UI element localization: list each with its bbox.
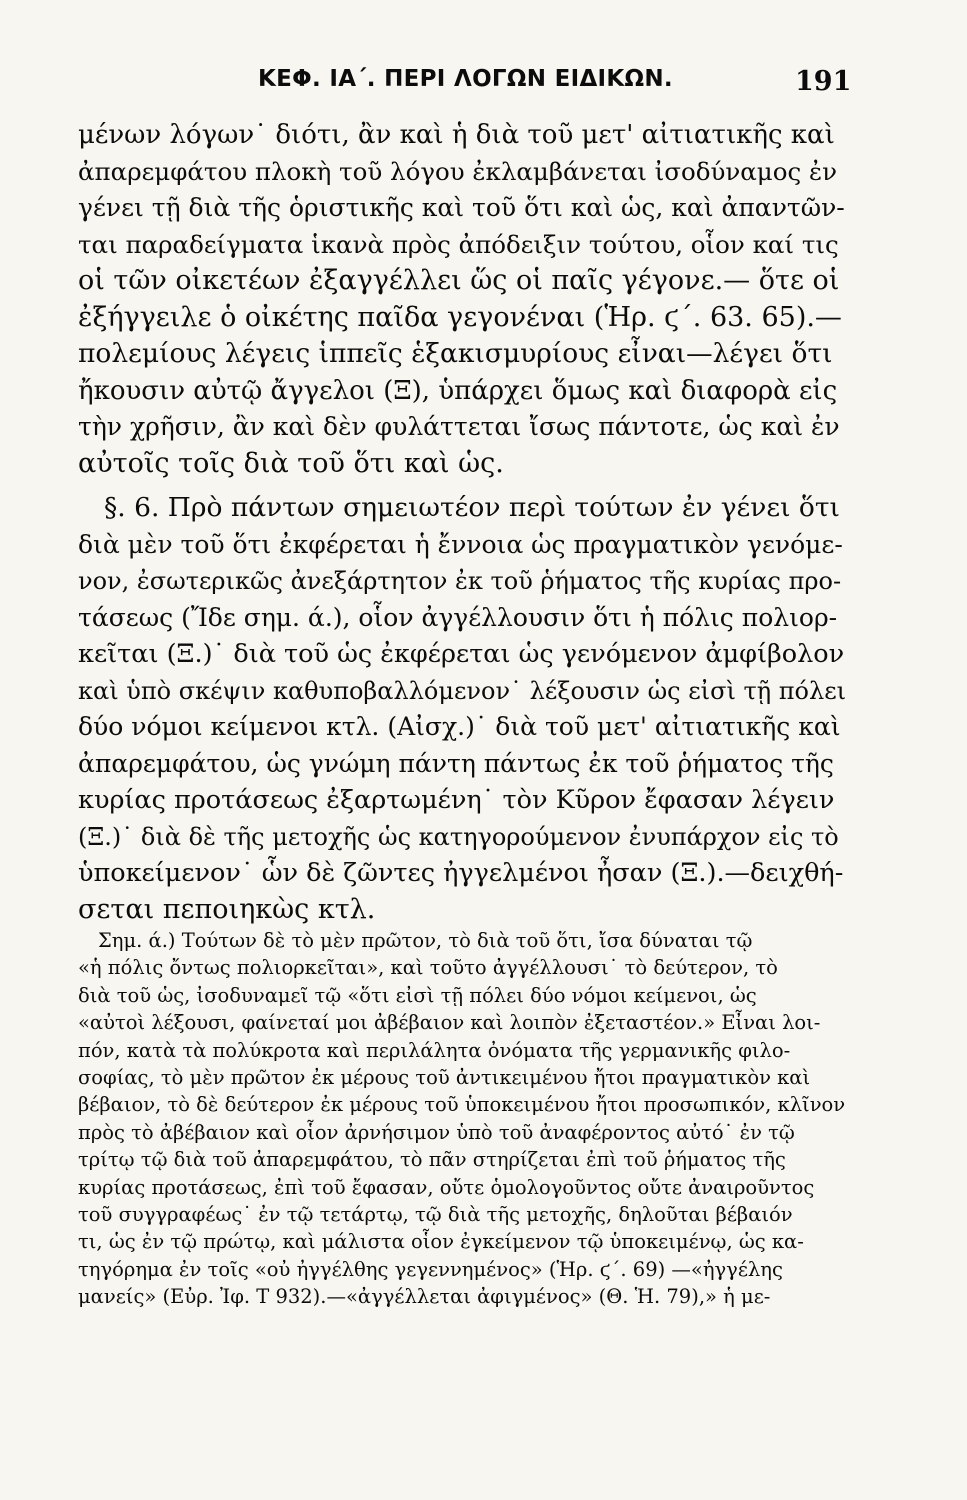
page-header [0, 60, 967, 106]
footnote-line: βέβαιον, τὸ δὲ δεύτερον ἐκ μέρους τοῦ ὑποκειμένου ἤτοι προσωπικόν, κλῖνον [78, 1093, 846, 1117]
footnote-line: τρίτῳ τῷ διὰ τοῦ ἀπαρεμφάτου, τὸ πᾶν στηρίζεται ἐπὶ τοῦ ῥήματος τῆς [78, 1148, 786, 1172]
text-line: ἐξήγγειλε ὁ οἰκέτης παῖδα γεγονέναι (Ἡρ. ϛ΄. 63. 65).— [78, 301, 842, 333]
text-line: σεται πεποιηκὼς κτλ. [78, 893, 376, 925]
text-line: δύο νόμοι κείμενοι κτλ. (Αἰσχ.)˙ διὰ τοῦ μετ' αἰτιατικῆς καὶ [78, 712, 841, 741]
text-line: μένων λόγων˙ διότι, ἂν καὶ ἡ διὰ τοῦ μετ' αἰτιατικῆς καὶ [78, 120, 835, 150]
text-line: αὐτοῖς τοῖς διὰ τοῦ ὅτι καὶ ὡς. [78, 447, 504, 479]
text-line: ἀπαρεμφάτου πλοκὴ τοῦ λόγου ἐκλαμβάνεται ἰσοδύναμος ἐν [78, 156, 838, 186]
text-line: κυρίας προτάσεως ἐξαρτωμένη˙ τὸν Κῦρον ἔφασαν λέγειν [78, 785, 835, 815]
footnote-line: «ἡ πόλις ὄντως πολιορκεῖται», καὶ τοῦτο ἀγγέλλουσι˙ τὸ δεύτερον, τὸ [78, 956, 778, 980]
text-line: πολεμίους λέγεις ἱππεῖς ἑξακισμυρίους εἶναι—λέγει ὅτι [78, 338, 833, 369]
footnote-line: κυρίας προτάσεως, ἐπὶ τοῦ ἔφασαν, οὔτε ὁμολογοῦντος οὔτε ἀναιροῦντος [78, 1175, 815, 1199]
running-title: ΚΕΦ. ΙΑ΄. ΠΕΡΙ ΛΟΓΩΝ ΕΙΔΙΚΩΝ. [258, 66, 673, 92]
footnote-line: τοῦ συγγραφέως˙ ἐν τῷ τετάρτῳ, τῷ διὰ τῆς μετοχῆς, δηλοῦται βέβαιόν [78, 1202, 793, 1226]
text-line: (Ξ.)˙ διὰ δὲ τῆς μετοχῆς ὡς κατηγορούμενον ἐνυπάρχον εἰς τὸ [78, 822, 839, 851]
text-line: ἤκουσιν αὐτῷ ἄγγελοι (Ξ), ὑπάρχει ὅμως καὶ διαφορὰ εἰς [78, 375, 838, 406]
section-start-line: §. 6. Πρὸ πάντων σημειωτέον περὶ τούτων ἐν γένει ὅτι [104, 492, 840, 523]
page-number: 191 [795, 66, 852, 97]
text-line: ται παραδείγματα ἱκανὰ πρὸς ἀπόδειξιν τούτου, οἷον καί τις [78, 229, 839, 259]
footnote-line: Σημ. ά.) Τούτων δὲ τὸ μὲν πρῶτον, τὸ διὰ τοῦ ὅτι, ἴσα δύναται τῷ [98, 929, 753, 952]
footnote-line: διὰ τοῦ ὡς, ἰσοδυναμεῖ τῷ «ὅτι εἰσὶ τῇ πόλει δύο νόμοι κείμενοι, ὡς [78, 983, 757, 1007]
footnote-line: μανείς» (Εὐρ. Ἰφ. Τ 932).—«ἀγγέλλεται ἀφιγμένος» (Θ. Ἡ. 79),» ἡ με- [78, 1285, 771, 1309]
footnote-line: τηγόρημα ἐν τοῖς «οὐ ἠγγέλθης γεγεννημένος» (Ἡρ. ϛ΄. 69) —«ἠγγέλης [78, 1257, 783, 1281]
footnote-line: πόν, κατὰ τὰ πολύκροτα καὶ περιλάλητα ὀνόματα τῆς γερμανικῆς φιλο- [78, 1038, 791, 1062]
text-line: γένει τῇ διὰ τῆς ὁριστικῆς καὶ τοῦ ὅτι καὶ ὡς, καὶ ἀπαντῶν- [78, 193, 845, 222]
text-line: νον, ἐσωτερικῶς ἀνεξάρτητον ἐκ τοῦ ῥήματος τῆς κυρίας προ- [78, 567, 842, 595]
footnote-line: «αὐτοὶ λέξουσι, φαίνεταί μοι ἀβέβαιον καὶ λοιπὸν ἐξεταστέον.» Εἶναι λοι- [78, 1011, 821, 1035]
footnote [78, 927, 846, 1310]
text-line: ἀπαρεμφάτου, ὡς γνώμη πάντη πάντως ἐκ τοῦ ῥήματος τῆς [78, 748, 834, 778]
text-line: οἱ τῶν οἰκετέων ἐξαγγέλλει ὥς οἱ παῖς γέγονε.— ὅτε οἱ [78, 265, 840, 296]
footnote-line: τι, ὡς ἐν τῷ πρώτῳ, καὶ μάλιστα οἷον ἐγκείμενον τῷ ὑποκειμένῳ, ὡς κα- [78, 1230, 804, 1254]
text-line: ὑποκείμενον˙ ὧν δὲ ζῶντες ἠγγελμένοι ἦσαν (Ξ.).—δειχθή- [78, 858, 844, 888]
text-line: τάσεως (Ἴδε σημ. ά.), οἷον ἀγγέλλουσιν ὅτι ἡ πόλις πολιορ- [78, 602, 838, 632]
footnote-line: σοφίας, τὸ μὲν πρῶτον ἐκ μέρους τοῦ ἀντικειμένου ἤτοι πραγματικὸν καὶ [78, 1065, 811, 1089]
text-line: διὰ μὲν τοῦ ὅτι ἐκφέρεται ἡ ἔννοια ὡς πραγματικὸν γενόμε- [78, 529, 843, 559]
main-text [78, 117, 846, 928]
text-line: καὶ ὑπὸ σκέψιν καθυποβαλλόμενον˙ λέξουσιν ὡς εἰσὶ τῇ πόλει [78, 676, 846, 705]
text-line: τὴν χρῆσιν, ἂν καὶ δὲν φυλάττεται ἴσως πάντοτε, ὡς καὶ ἐν [78, 412, 840, 441]
footnote-line: πρὸς τὸ ἀβέβαιον καὶ οἷον ἀρνήσιμον ὑπὸ τοῦ ἀναφέροντος αὐτό˙ ἐν τῷ [78, 1120, 795, 1144]
text-line: κεῖται (Ξ.)˙ διὰ τοῦ ὡς ἐκφέρεται ὡς γενόμενον ἀμφίβολον [78, 639, 845, 669]
